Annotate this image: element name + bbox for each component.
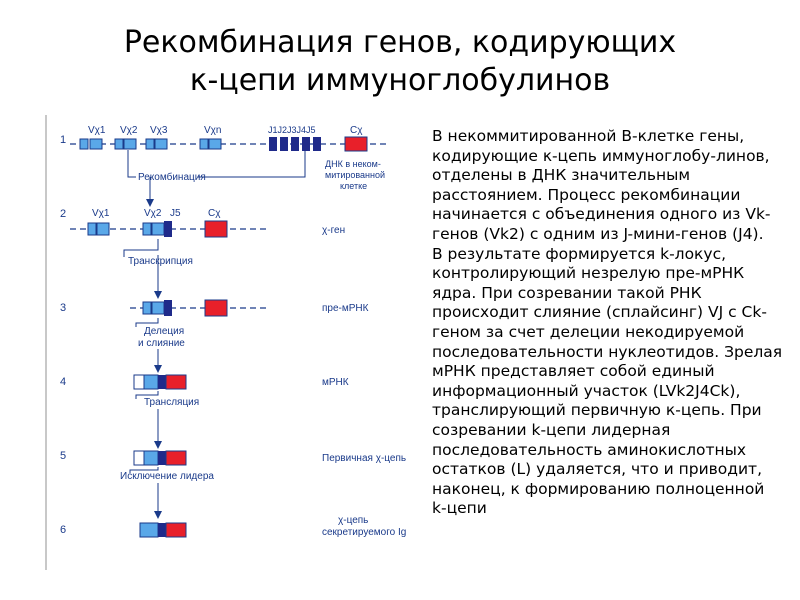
step-deletion-line-2: и слияние <box>138 338 185 349</box>
description-line: последовательности нуклеотидов. Зрелая <box>432 342 783 361</box>
step-transcription: Транскрипция <box>128 256 193 267</box>
row-6-secreted-chain <box>140 515 406 538</box>
recombination-diagram <box>40 115 410 570</box>
description-line: k-цепи <box>432 499 487 518</box>
translation-step <box>136 391 199 449</box>
deletion-step <box>136 318 185 373</box>
step-leader-exclusion: Исключение лидера <box>120 471 214 482</box>
label-vk3: Vχ3 <box>150 125 168 136</box>
row-4-mrna <box>134 375 349 389</box>
row-number-3: 3 <box>60 302 67 314</box>
step-deletion-line-1: Делеция <box>144 326 185 337</box>
description-line: мРНК представляет собой единый <box>432 362 715 381</box>
description-line: информационный участок (LVk2J4Ck), <box>432 381 741 400</box>
label-vk2: Vχ2 <box>120 125 138 136</box>
description-text <box>432 127 783 519</box>
description-line: отделены в ДНК значительным <box>432 166 691 185</box>
description-line: генов (Vk2) с одним из J-мини-генов (J4). <box>432 224 764 243</box>
row2-label-vk1: Vχ1 <box>92 208 110 219</box>
row-number-6: 6 <box>60 524 67 536</box>
row2-label-vk2: Vχ2 <box>144 208 162 219</box>
row-number-4: 4 <box>60 376 67 388</box>
dna-note-line-1: ДНК в неком- <box>325 159 381 169</box>
dna-note-line-3: клетке <box>340 181 368 191</box>
description-line: последовательность аминокислотных <box>432 440 747 459</box>
row-number-2: 2 <box>60 208 67 220</box>
row-5-primary-chain <box>134 451 406 465</box>
row-3-pre-mrna <box>130 300 369 316</box>
step-translation: Трансляция <box>144 397 200 408</box>
recombination-bracket <box>128 150 305 207</box>
label-primary-chain: Первичная χ-цепь <box>322 453 407 464</box>
transcription-step <box>124 239 193 299</box>
leader-exclusion-step <box>120 467 214 519</box>
label-k-gene: χ-ген <box>322 225 346 236</box>
row-number-1: 1 <box>60 134 67 146</box>
description-line: наконец, к формированию полноценной <box>432 479 765 498</box>
title-line-1: Рекомбинация генов, кодирующих <box>123 25 677 60</box>
row2-label-ck: Cχ <box>208 208 221 219</box>
description-line: происходит слияние (сплайсинг) VJ с Ck- <box>432 303 767 322</box>
description-line: начинается с объединения одного из Vk- <box>432 205 771 224</box>
page-title <box>0 24 800 100</box>
row-2-k-gene <box>70 208 345 237</box>
title-line-2: κ-цепи иммуноглобулинов <box>189 63 611 98</box>
row-1-germline-dna <box>70 125 390 191</box>
description-line: созревании k-цепи лидерная <box>432 420 671 439</box>
description-line: В результате формируется k-локус, <box>432 244 727 263</box>
label-secreted-line-2: секретируемого Ig <box>322 527 407 538</box>
label-mrna: мРНК <box>322 377 349 388</box>
label-ck: Cχ <box>350 125 363 136</box>
step-recombination: Рекомбинация <box>138 172 206 183</box>
label-pre-mrna: пре-мРНК <box>322 303 369 314</box>
description-line: расстоянием. Процесс рекомбинации <box>432 185 741 204</box>
description-line: ядра. При созревании такой РНК <box>432 283 702 302</box>
label-vk1: Vχ1 <box>88 125 106 136</box>
description-line: кодирующие κ-цепь иммуноглобу-линов, <box>432 146 770 165</box>
description-line: остатков (L) удаляется, что и приводит, <box>432 460 763 479</box>
row2-label-j5: J5 <box>170 208 181 219</box>
row-number-5: 5 <box>60 450 67 462</box>
label-secreted-line-1: χ-цепь <box>338 515 369 526</box>
label-j-segments: J1J2J3J4J5 <box>268 125 316 135</box>
description-line: В некоммитированной В-клетке гены, <box>432 127 745 145</box>
description-line: контролирующий незрелую пре-мРНК <box>432 264 745 283</box>
description-line: транслирующий первичную к-цепь. При <box>432 401 762 420</box>
description-line: геном за счет делеции некодируемой <box>432 322 745 341</box>
dna-note-line-2: митированной <box>325 170 386 180</box>
label-vkn: Vχn <box>204 125 222 136</box>
